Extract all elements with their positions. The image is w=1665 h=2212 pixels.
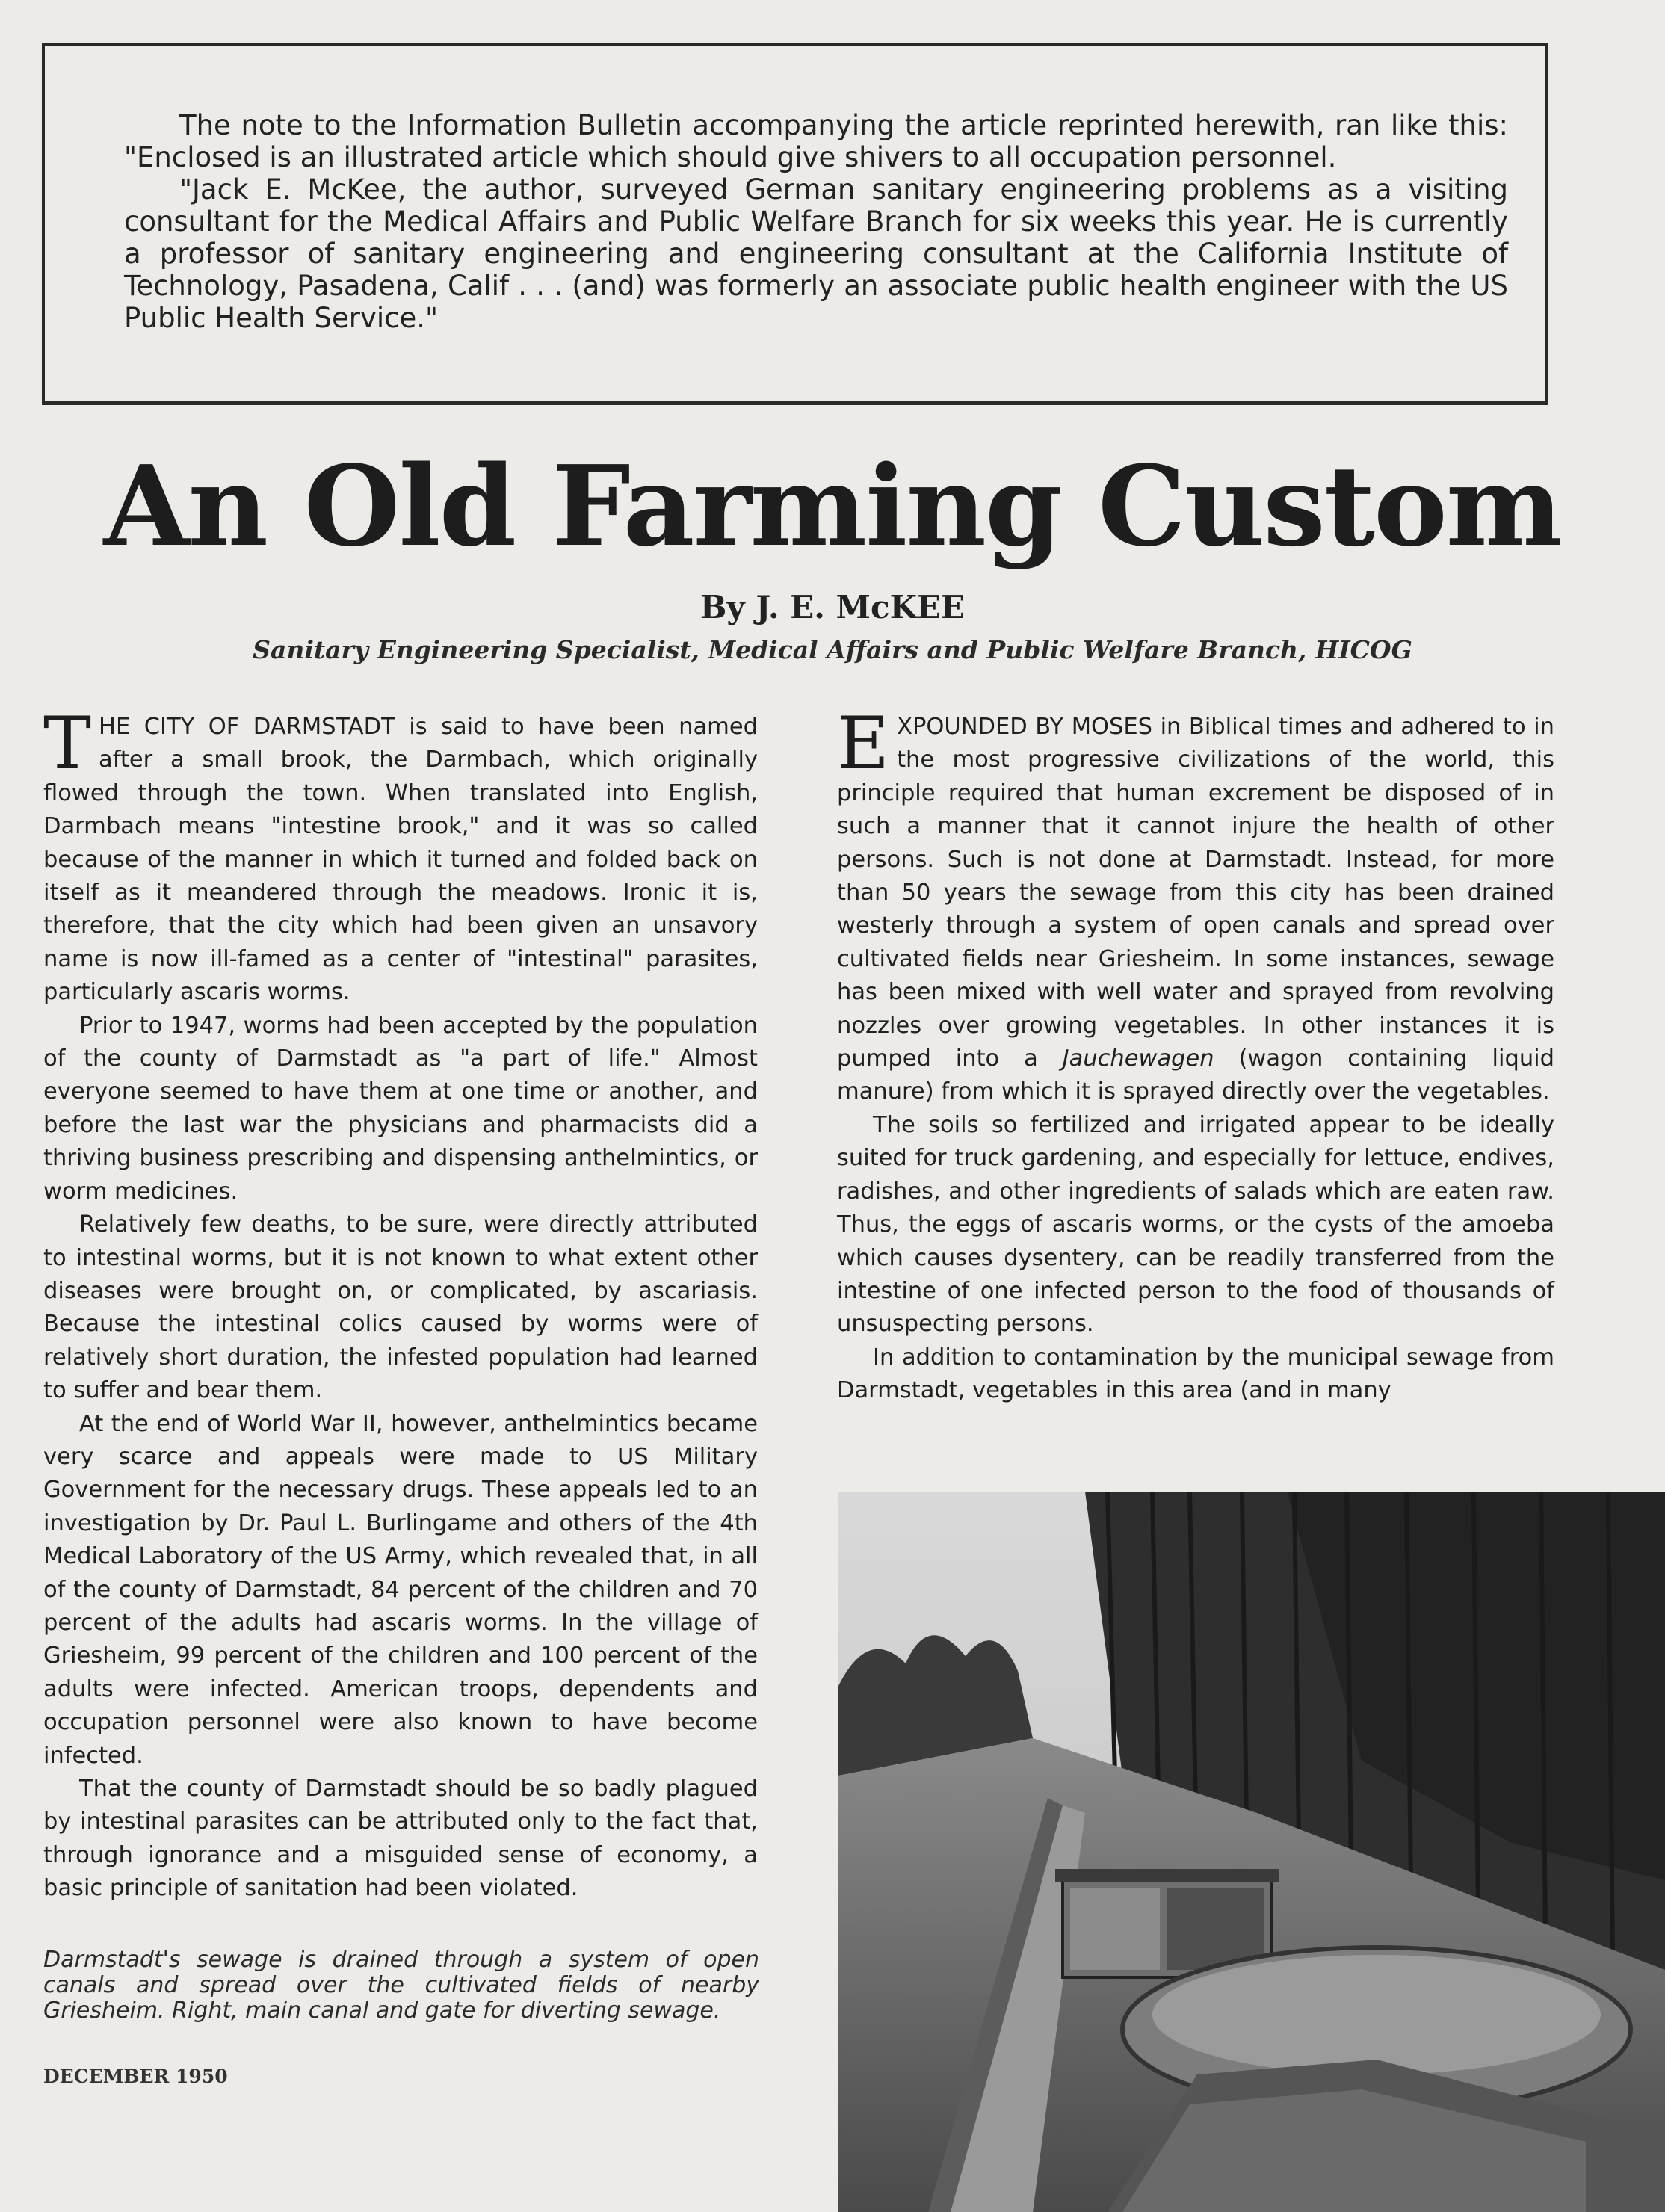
paragraph-text: HE CITY OF DARMSTADT is said to have been named after a small brook, the Darmbach, which originally flowed through the town. When translated into English, Darmbach means "intestine brook," and it was so called because of the manner in which it turned and folded back on itself as it meandered through the meadows. Ironic it is, therefore, that the city which had been given an unsavory name is now ill-famed as a center of "intestinal" parasites, particularly ascaris worms. [43, 714, 758, 1006]
paragraph [43, 702, 758, 1010]
right-column [837, 702, 1554, 1408]
author-title: Sanitary Engineering Specialist, Medical Affairs and Public Welfare Branch, HICOG [253, 635, 1412, 664]
issue-date-footer: DECEMBER 1950 [43, 2066, 228, 2087]
editor-note-text [124, 109, 1508, 334]
note-paragraph: The note to the Information Bulletin accompanying the article reprinted herewith, ran like this: "Enclosed is an illustrated article which should give shivers to all occupation personnel. [124, 109, 1508, 173]
paragraph: Relatively few deaths, to be sure, were directly attributed to intestinal worms, but it is not known to what extent other diseases were brought on, or complicated, by ascariasis. Because the intestinal colics caused by worms were of relatively short duration, the infested population had learned to suffer and bear them. [43, 1211, 758, 1404]
drop-cap: E [837, 702, 890, 785]
canal-photo [838, 1492, 1665, 2212]
paragraph-text: XPOUNDED BY MOSES in Biblical times and adhered to in the most progressive civilizations of the world, this principle required that human excrement be disposed of in such a manner that it cannot injure the health of other persons. Such is not done at Darmstadt. Instead, for more than 50 years the sewage from this city has been drained westerly through a system of open canals and spread over cultivated fields near Griesheim. In some instances, sewage has been mixed with well water and sprayed from revolving nozzles over growing vegetables. In other instances it is pumped into a [837, 714, 1554, 1072]
paragraph: That the county of Darmstadt should be so badly plagued by intestinal parasites can be attributed only to the fact that, through ignorance and a misguided sense of economy, a basic principle of sanitation had been violated. [43, 1776, 758, 1902]
article-title: An Old Farming Custom [103, 441, 1562, 571]
paragraph: At the end of World War II, however, anthelmintics became very scarce and appeals were made to US Military Government for the necessary drugs. These appeals led to an investigation by Dr. Paul L. Burlingame and others of the 4th Medical Laboratory of the US Army, which revealed that, in all of the county of Darmstadt, 84 percent of the children and 70 percent of the adults had ascaris worms. In the village of Griesheim, 99 percent of the children and 100 percent of the adults were infected. American troops, dependents and occupation personnel were also known to have become infected. [43, 1410, 758, 1769]
note-paragraph: "Jack E. McKee, the author, surveyed German sanitary engineering problems as a visiting consultant for the Medical Affairs and Public Welfare Branch for six weeks this year. He is currently a professor of sanitary engineering and engineering consultant at the California Institute of Technology, Pasadena, Calif . . . (and) was formerly an associate public health engineer with the US Public Health Service." [124, 173, 1508, 334]
paragraph-text: (wagon containing liquid manure) from which it is sprayed directly over the vegetables. [837, 1045, 1554, 1105]
canal-photo-illustration [838, 1492, 1665, 2212]
photo-caption: Darmstadt's sewage is drained through a system of open canals and spread over the cultivated fields of nearby Griesheim. Right, main canal and gate for diverting sewage. [43, 1947, 759, 2024]
italic-term: Jauchewagen [1062, 1045, 1214, 1072]
paragraph: The soils so fertilized and irrigated appear to be ideally suited for truck gardening, and especially for lettuce, endives, radishes, and other ingredients of salads which are eaten raw. Thus, the eggs of ascaris worms, or the cysts of the amoeba which causes dysentery, can be readily transferred from the intestine of one infected person to the food of thousands of unsuspecting persons. [837, 1111, 1554, 1338]
paragraph: Prior to 1947, worms had been accepted by the population of the county of Darmstadt as "a part of life." Almost everyone seemed to have them at one time or another, and before the last war the physicians and pharmacists did a thriving business prescribing and dispensing anthelmintics, or worm medicines. [43, 1012, 758, 1205]
paragraph: In addition to contamination by the municipal sewage from Darmstadt, vegetables in this area (and in many [837, 1344, 1554, 1404]
drop-cap: T [43, 702, 92, 785]
paragraph [837, 702, 1554, 1109]
left-column [43, 702, 758, 1906]
byline: By J. E. McKEE [699, 589, 966, 625]
editor-note-box [42, 43, 1548, 405]
